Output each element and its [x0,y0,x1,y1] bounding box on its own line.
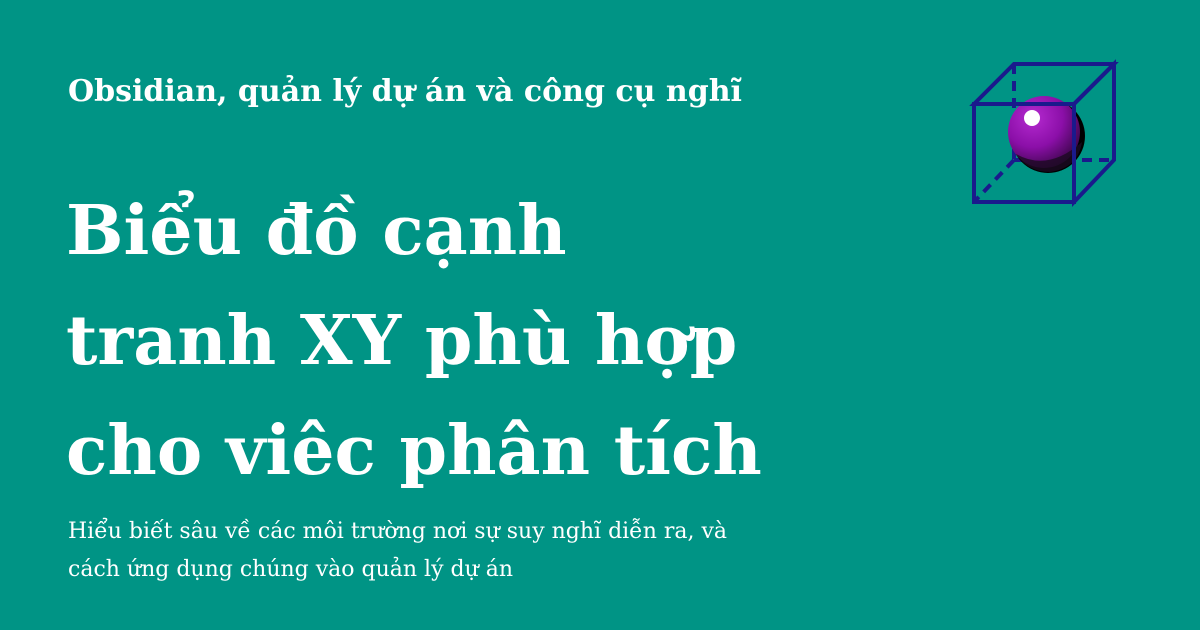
site-kicker: Obsidian, quản lý dự án và công cụ nghĩ [68,74,742,109]
title-line-2: tranh XY phù hợp [66,301,738,381]
page-title [66,176,906,488]
title-line-3: cho viêc phân tích [66,411,762,488]
cube-sphere-icon [966,56,1126,210]
subtitle-line-1: Hiểu biết sâu về các môi trường nơi sự suy nghĩ diễn ra, và [68,519,728,544]
title-block [66,176,906,488]
title-line-1: Biểu đồ cạnh [66,191,567,271]
subtitle-line-2: cách ứng dụng chúng vào quản lý dự án [68,557,514,582]
subtitle [68,513,928,589]
